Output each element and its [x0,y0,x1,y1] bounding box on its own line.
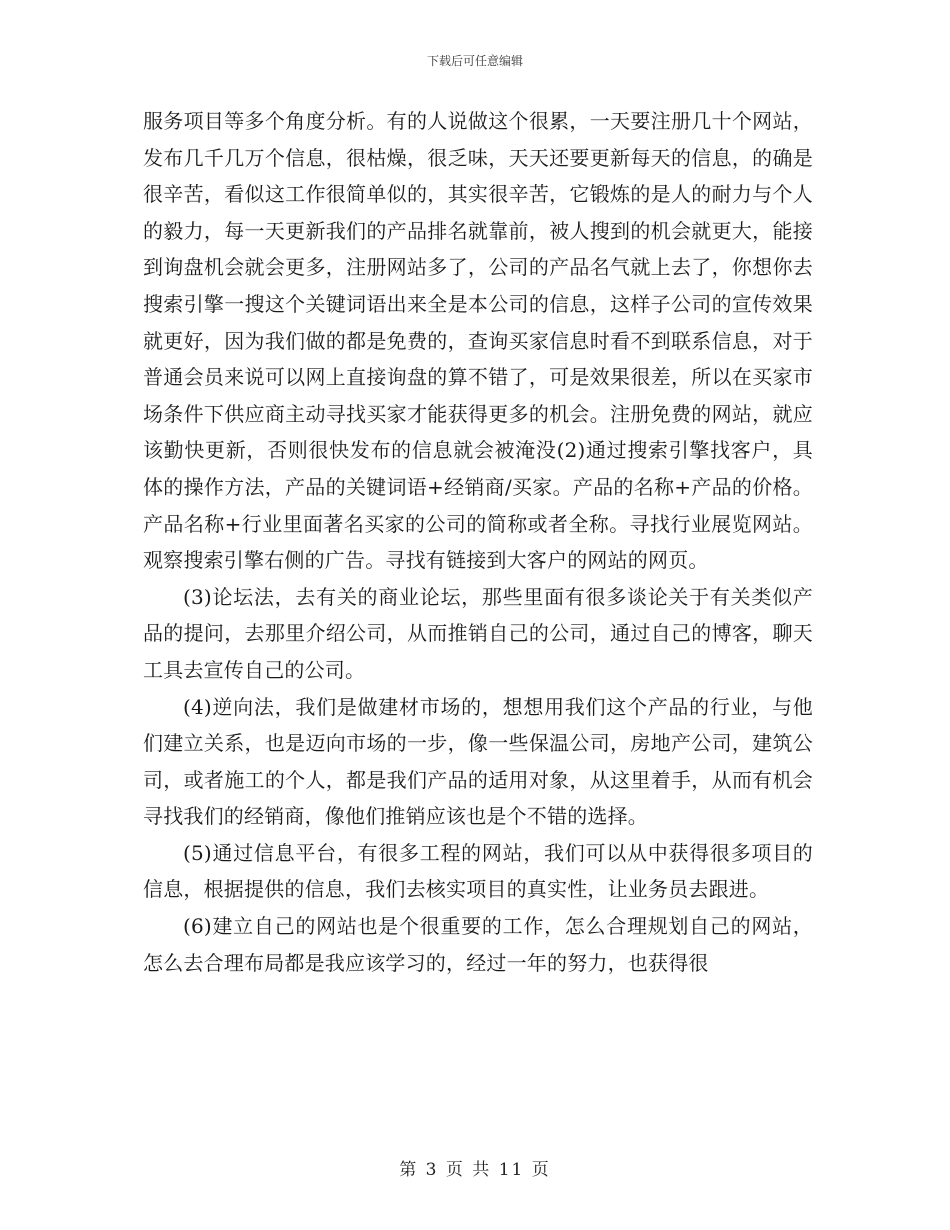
body-paragraph-1: 服务项目等多个角度分析。有的人说做这个很累，一天要注册几十个网站，发布几千几万个信息，很枯燥，很乏味，天天还要更新每天的信息，的确是很辛苦，看似这工作很简单似的，其实很辛苦，它锻炼的是人的耐力与个人的毅力，每一天更新我们的产品排名就靠前，被人搜到的机会就更大，能接到询盘机会就会更多，注册网站多了，公司的产品名气就上去了，你想你去搜索引擎一搜这个关键词语出来全是本公司的信息，这样子公司的宣传效果就更好，因为我们做的都是免费的，查询买家信息时看不到联系信息，对于普通会员来说可以网上直接询盘的算不错了，可是效果很差，所以在买家市场条件下供应商主动寻找买家才能获得更多的机会。注册免费的网站，就应该勤快更新，否则很快发布的信息就会被淹没(2)通过搜索引擎找客户，具体的操作方法，产品的关键词语+经销商/买家。产品的名称+产品的价格。产品名称+行业里面著名买家的公司的简称或者全称。寻找行业展览网站。观察搜索引擎右侧的广告。寻找有链接到大客户的网站的网页。 [143,109,813,573]
body-paragraph-3: (4)逆向法，我们是做建材市场的，想想用我们这个产品的行业，与他们建立关系，也是迈向市场的一步，像一些保温公司，房地产公司，建筑公司，或者施工的个人，都是我们产品的适用对象，从这里着手，从而有机会寻找我们的经销商，像他们推销应该也是个不错的选择。 [143,694,813,829]
body-paragraph-2: (3)论坛法，去有关的商业论坛，那些里面有很多谈论关于有关类似产品的提问，去那里介绍公司，从而推销自己的公司，通过自己的博客，聊天工具去宣传自己的公司。 [143,584,813,682]
page-number-footer: 第 3 页 共 11 页 [399,1160,551,1180]
page-header-note: 下载后可任意编辑 [426,54,523,68]
body-paragraph-5: (6)建立自己的网站也是个很重要的工作，怎么合理规划自己的网站，怎么去合理布局都是我应该学习的，经过一年的努力，也获得很 [143,914,813,975]
body-paragraph-4: (5)通过信息平台，有很多工程的网站，我们可以从中获得很多项目的信息，根据提供的信息，我们去核实项目的真实性，让业务员去跟进。 [143,840,813,902]
document-body [143,103,813,981]
